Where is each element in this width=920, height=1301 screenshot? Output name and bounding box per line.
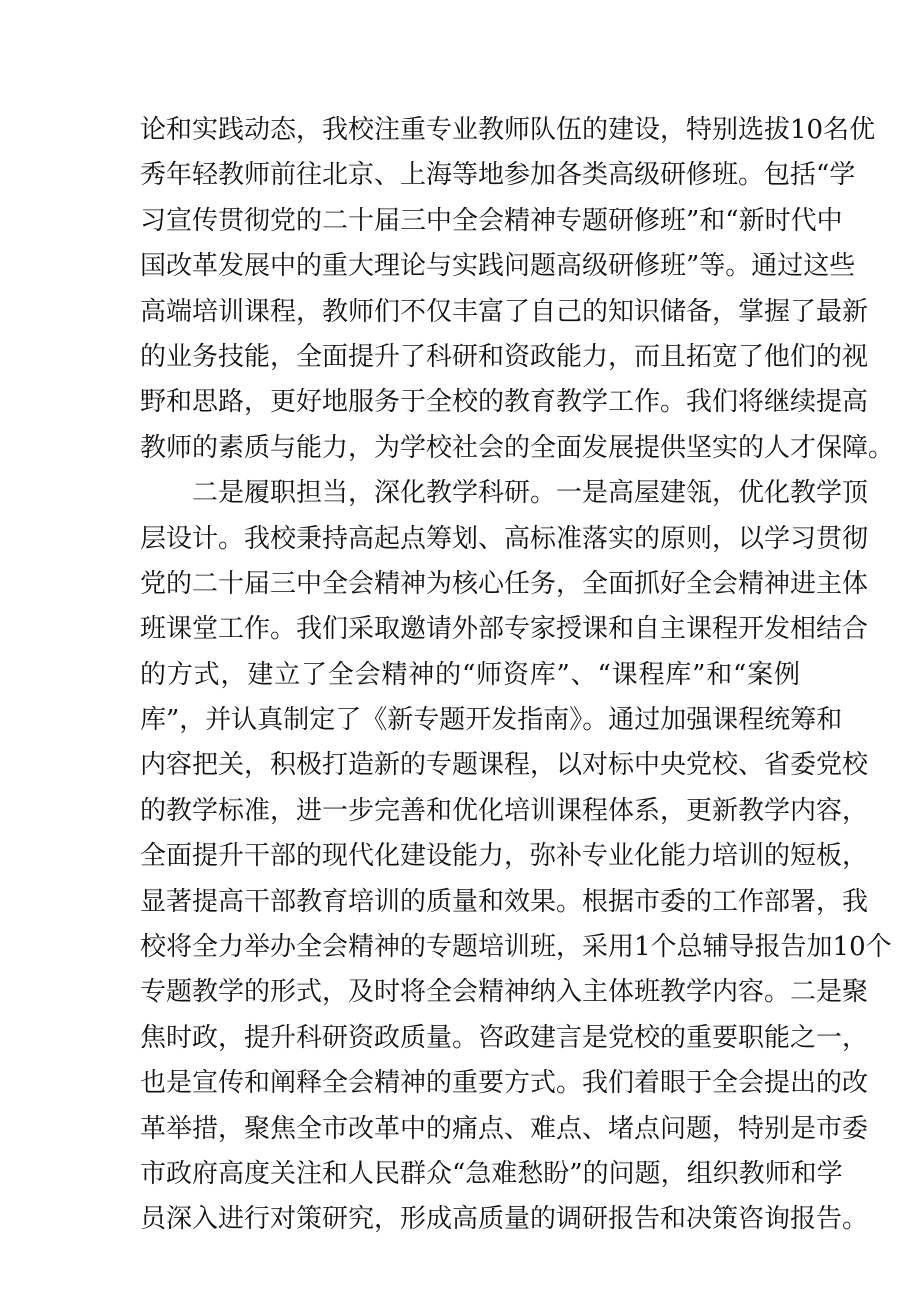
text-line: 也是宣传和阐释全会精神的重要方式。我们着眼于全会提出的改 xyxy=(140,1068,869,1099)
text-line: 高端培训课程，教师们不仅丰富了自己的知识储备，掌握了最新 xyxy=(140,296,869,327)
body-text xyxy=(140,108,895,1243)
text-line: 全面提升干部的现代化建设能力，弥补专业化能力培训的短板， xyxy=(140,841,869,872)
text-line: 内容把关，积极打造新的专题课程，以对标中央党校、省委党校 xyxy=(140,750,869,781)
paragraph-start-line: 二是履职担当，深化教学科研。一是高屋建瓴，优化教学顶 xyxy=(192,478,869,509)
text-line: 党的二十届三中全会精神为核心任务，全面抓好全会精神进主体 xyxy=(140,568,869,599)
paragraph-end-line: 教师的素质与能力，为学校社会的全面发展提供坚实的人才保障。 xyxy=(140,432,895,463)
text-line: 革举措，聚焦全市改革中的痛点、难点、堵点问题，特别是市委 xyxy=(140,1113,869,1144)
text-line: 习宣传贯彻党的二十届三中全会精神专题研修班”和“新时代中 xyxy=(140,205,843,236)
text-line: 的教学标准，进一步完善和优化培训课程体系，更新教学内容， xyxy=(140,795,869,826)
text-line: 秀年轻教师前往北京、上海等地参加各类高级研修班。包括“学 xyxy=(140,160,856,191)
text-line: 专题教学的形式，及时将全会精神纳入主体班教学内容。二是聚 xyxy=(140,977,869,1008)
text-line: 校将全力举办全会精神的专题培训班，采用1个总辅导报告加10个 xyxy=(140,932,892,963)
text-line: 显著提高干部教育培训的质量和效果。根据市委的工作部署，我 xyxy=(140,886,869,917)
text-line: 国改革发展中的重大理论与实践问题高级研修班”等。通过这些 xyxy=(140,251,856,282)
text-line: 的业务技能，全面提升了科研和资政能力，而且拓宽了他们的视 xyxy=(140,341,869,372)
text-line: 焦时政，提升科研资政质量。咨政建言是党校的重要职能之一， xyxy=(140,1022,869,1053)
paragraph-end-line: 员深入进行对策研究，形成高质量的调研报告和决策咨询报告。 xyxy=(140,1204,869,1235)
text-line: 库”，并认真制定了《新专题开发指南》。通过加强课程统筹和 xyxy=(140,705,843,736)
text-line: 的方式，建立了全会精神的“师资库”、“课程库”和“案例 xyxy=(140,659,800,690)
text-line: 野和思路，更好地服务于全校的教育教学工作。我们将继续提高 xyxy=(140,387,869,418)
text-line: 市政府高度关注和人民群众“急难愁盼”的问题，组织教师和学 xyxy=(140,1158,843,1189)
text-line: 层设计。我校秉持高起点筹划、高标准落实的原则，以学习贯彻 xyxy=(140,523,869,554)
text-line: 班课堂工作。我们采取邀请外部专家授课和自主课程开发相结合 xyxy=(140,614,869,645)
text-line: 论和实践动态，我校注重专业教师队伍的建设，特别选拔10名优 xyxy=(140,115,876,145)
